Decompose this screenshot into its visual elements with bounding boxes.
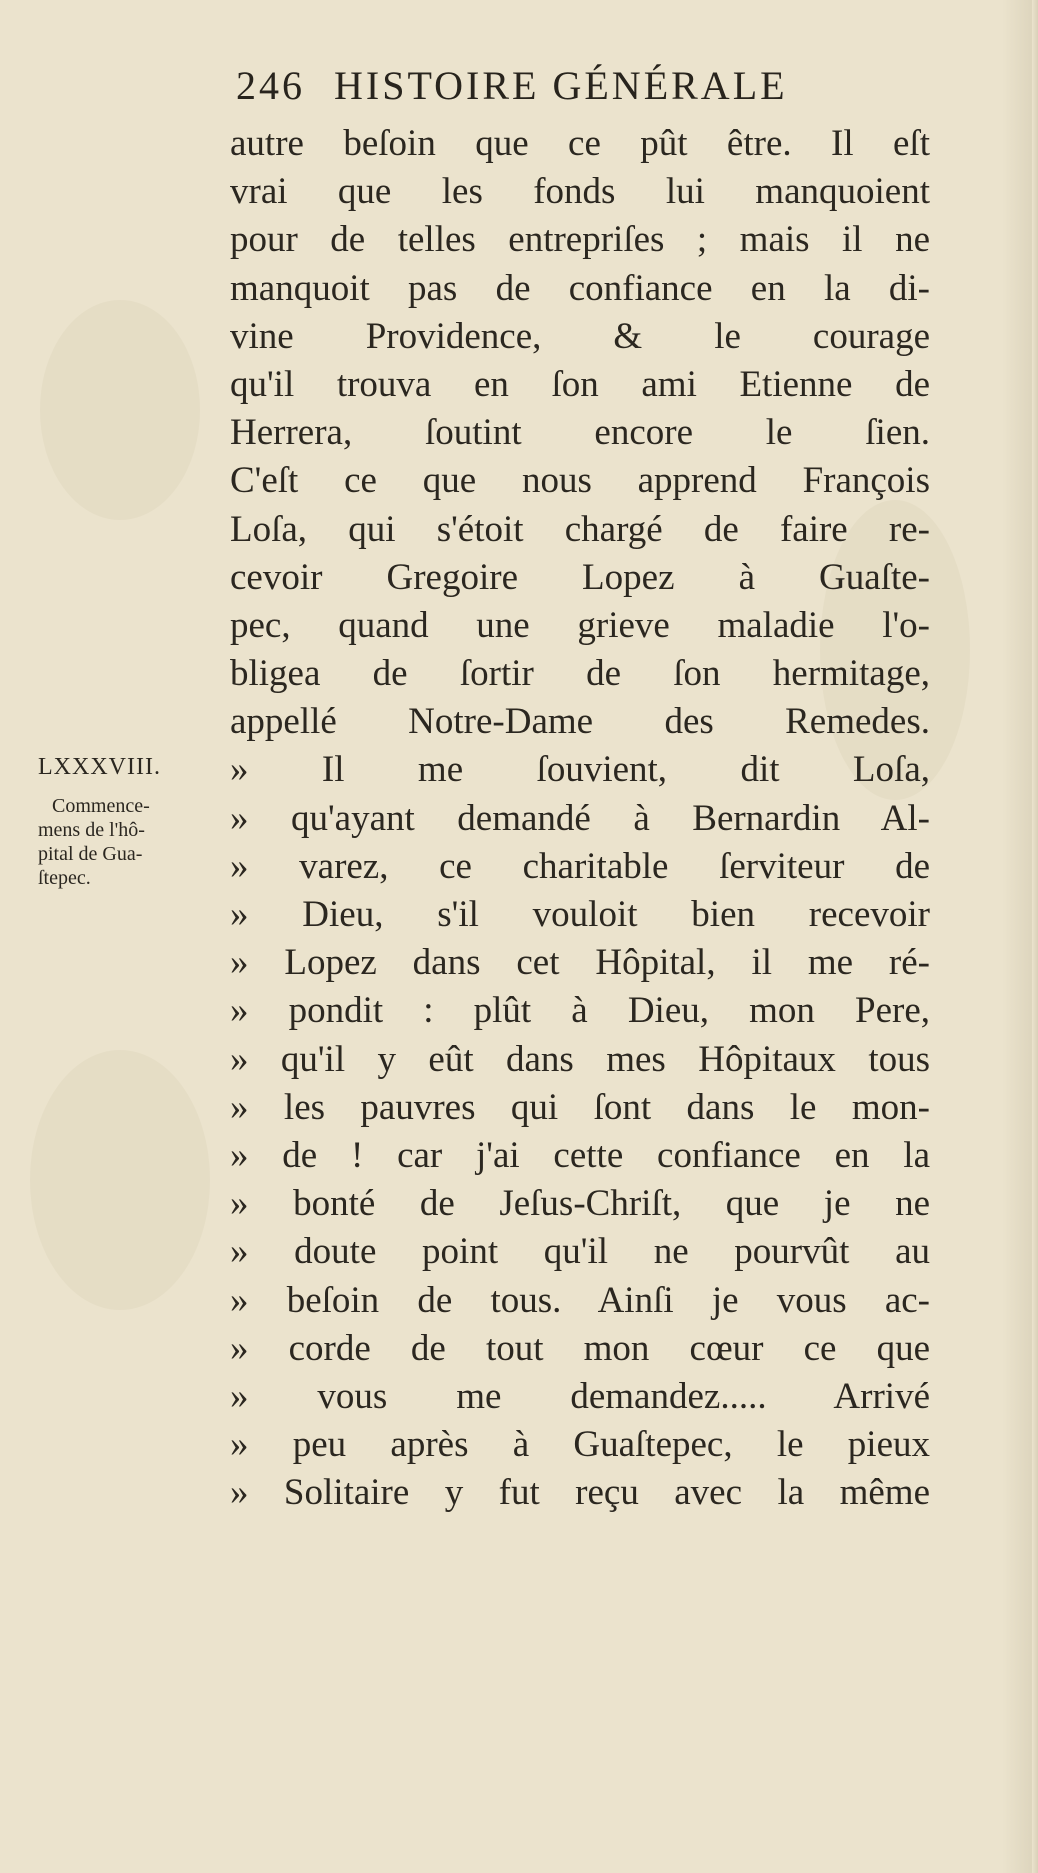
margin-summary-line: Commence-: [52, 795, 150, 817]
text-line: cevoir Gregoire Lopez à Guaſte-: [230, 556, 930, 598]
text-line: manquoit pas de confiance en la di-: [230, 267, 930, 309]
margin-section-numeral: LXXXVIII.: [38, 754, 161, 780]
running-header: [236, 58, 926, 114]
running-title: HISTOIRE GÉNÉRALE: [334, 63, 788, 108]
text-line: » Il me ſouvient, dit Loſa,: [230, 749, 930, 791]
text-line: » Solitaire y fut reçu avec la même: [230, 1472, 930, 1514]
text-line: » bonté de Jeſus-Chriſt, que je ne: [230, 1183, 930, 1225]
text-line: » vous me demandez..... Arrivé: [230, 1375, 930, 1417]
text-line: » qu'il y eût dans mes Hôpitaux tous: [230, 1038, 930, 1080]
text-line: bligea de ſortir de ſon hermitage,: [230, 653, 930, 695]
text-line: vine Providence, & le courage: [230, 315, 930, 357]
text-line: » varez, ce charitable ſerviteur de: [230, 845, 930, 887]
text-line: Loſa, qui s'étoit chargé de faire re-: [230, 508, 930, 550]
text-line: » Lopez dans cet Hôpital, il me ré-: [230, 942, 930, 984]
text-line: » corde de tout mon cœur ce que: [230, 1327, 930, 1369]
page-number: 246: [236, 63, 305, 108]
text-line: Herrera, ſoutint encore le ſien.: [230, 412, 930, 454]
text-line: autre beſoin que ce pût être. Il eſt: [230, 123, 930, 164]
text-line: qu'il trouva en ſon ami Etienne de: [230, 363, 930, 405]
text-line: vrai que les fonds lui manquoient: [230, 171, 930, 213]
text-line: » doute point qu'il ne pourvût au: [230, 1231, 930, 1273]
text-line: » pondit : plût à Dieu, mon Pere,: [230, 990, 930, 1032]
text-line: » les pauvres qui ſont dans le mon-: [230, 1086, 930, 1128]
body-text: [230, 120, 930, 1517]
text-line: » Dieu, s'il vouloit bien recevoir: [230, 894, 930, 935]
text-line: » beſoin de tous. Ainſi je vous ac-: [230, 1279, 930, 1321]
margin-summary-line: pital de Gua-: [38, 843, 143, 865]
paper-stain: [30, 1050, 210, 1310]
text-line: C'eſt ce que nous apprend François: [230, 460, 930, 502]
text-line: » de ! car j'ai cette confiance en la: [230, 1134, 930, 1176]
text-line: appellé Notre-Dame des Remedes.: [230, 701, 930, 743]
page-edge: [1032, 0, 1038, 1873]
margin-summary-line: mens de l'hô-: [38, 819, 145, 841]
margin-summary: [38, 794, 223, 890]
text-line: » qu'ayant demandé à Bernardin Al-: [230, 797, 930, 839]
text-line: » peu après à Guaſtepec, le pieux: [230, 1424, 930, 1466]
page-edge-shadow: [1002, 0, 1032, 1873]
text-line: pour de telles entrepriſes ; mais il ne: [230, 219, 930, 261]
paper-stain: [40, 300, 200, 520]
margin-summary-line: ſtepec.: [38, 867, 91, 889]
text-line: pec, quand une grieve maladie l'o-: [230, 604, 930, 646]
